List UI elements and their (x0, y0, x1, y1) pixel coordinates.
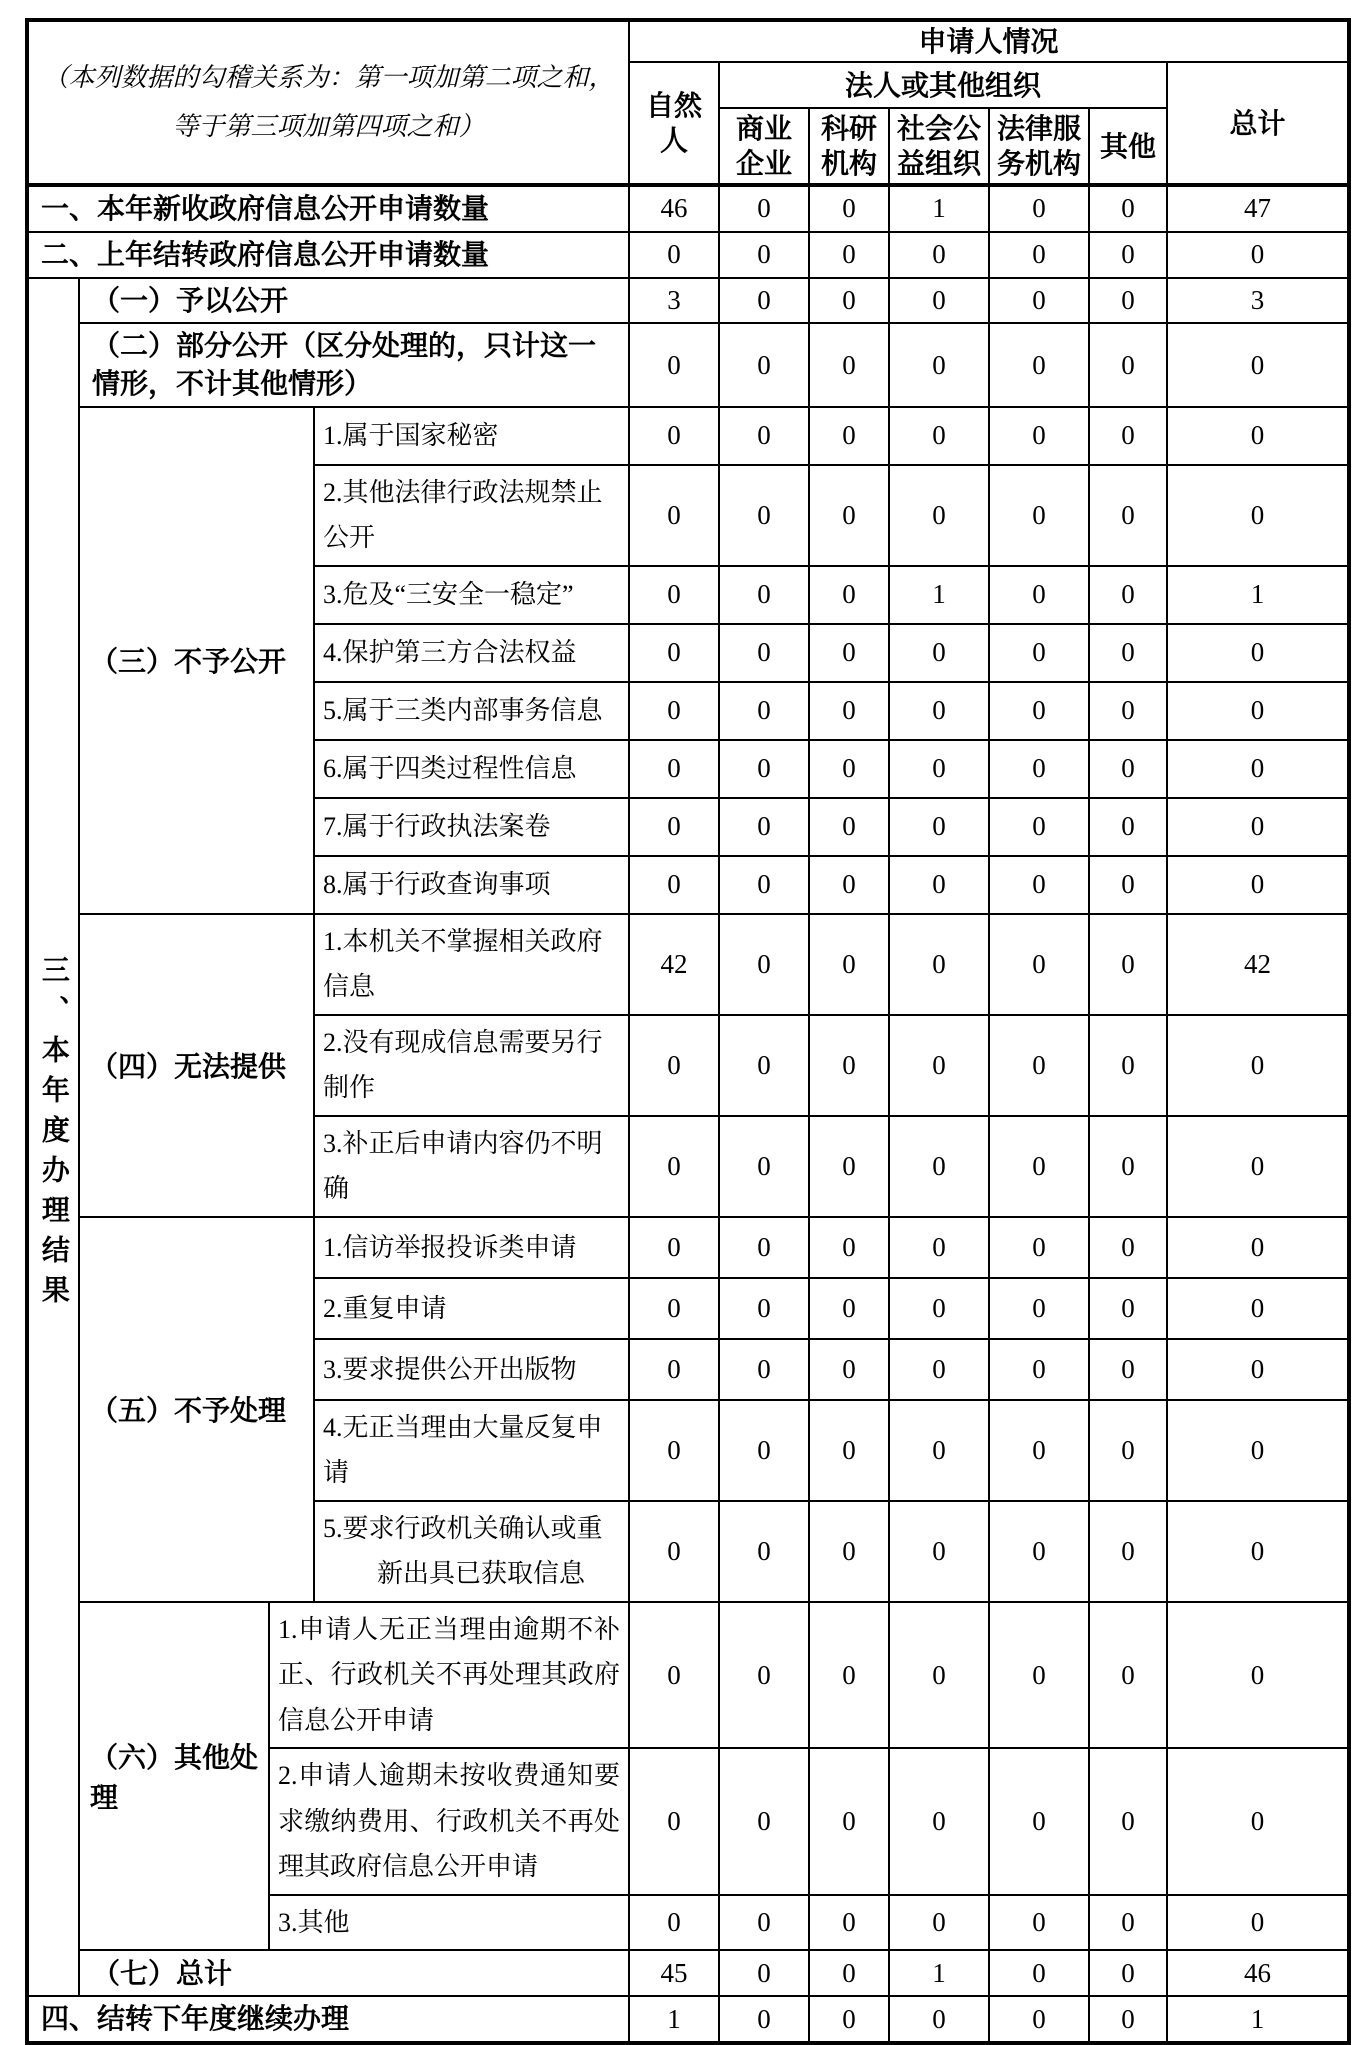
data-cell: 0 (719, 566, 809, 624)
item-label: 2.其他法律行政法规禁止公开 (314, 465, 629, 566)
data-cell: 0 (1089, 856, 1167, 914)
row-label-new-received: 一、本年新收政府信息公开申请数量 (27, 185, 629, 232)
data-cell: 0 (889, 407, 989, 465)
data-cell: 0 (809, 1116, 889, 1217)
data-cell: 0 (989, 1895, 1089, 1951)
data-cell: 0 (1089, 465, 1167, 566)
item-label: 3.危及“三安全一稳定” (314, 566, 629, 624)
row-label-carried-over: 二、上年结转政府信息公开申请数量 (27, 232, 629, 278)
item-label: 2.申请人逾期未按收费通知要求缴纳费用、行政机关不再处理其政府信息公开申请 (269, 1748, 629, 1895)
data-cell: 0 (1167, 232, 1349, 278)
data-cell: 0 (989, 740, 1089, 798)
data-cell: 0 (989, 185, 1089, 232)
row-label-next-year: 四、结转下年度继续办理 (27, 1996, 629, 2043)
data-cell: 1 (889, 566, 989, 624)
row-label-partial: （二）部分公开（区分处理的，只计这一情形，不计其他情形） (79, 323, 629, 407)
data-cell: 0 (1089, 1400, 1167, 1501)
data-cell: 0 (1089, 407, 1167, 465)
data-cell: 0 (1167, 798, 1349, 856)
item-label: 3.其他 (269, 1895, 629, 1951)
data-cell: 0 (989, 682, 1089, 740)
data-cell: 0 (719, 914, 809, 1015)
data-cell: 0 (1089, 185, 1167, 232)
table-row (27, 232, 1349, 278)
data-cell: 0 (629, 1278, 719, 1339)
data-cell: 0 (809, 1339, 889, 1400)
data-cell: 0 (1167, 1015, 1349, 1116)
item-label: 1.申请人无正当理由逾期不补正、行政机关不再处理其政府信息公开申请 (269, 1602, 629, 1749)
item-label: 1.属于国家秘密 (314, 407, 629, 465)
data-cell: 0 (889, 1116, 989, 1217)
data-cell: 0 (719, 278, 809, 324)
data-cell: 0 (1167, 465, 1349, 566)
data-cell: 0 (719, 232, 809, 278)
data-cell: 0 (889, 1748, 989, 1895)
data-cell: 0 (989, 1950, 1089, 1996)
data-cell: 0 (629, 407, 719, 465)
data-cell: 0 (719, 185, 809, 232)
data-cell: 0 (989, 407, 1089, 465)
item-label: 5.属于三类内部事务信息 (314, 682, 629, 740)
col-header-legal-service-org: 法律服务机构 (989, 108, 1089, 185)
data-cell: 0 (809, 1950, 889, 1996)
data-cell: 0 (889, 1015, 989, 1116)
data-cell: 0 (889, 1501, 989, 1602)
data-cell: 0 (719, 740, 809, 798)
data-cell: 0 (719, 1602, 809, 1749)
data-cell: 0 (1089, 566, 1167, 624)
data-cell: 0 (1089, 1996, 1167, 2043)
col-header-natural-person: 自然人 (629, 62, 719, 185)
data-cell: 47 (1167, 185, 1349, 232)
data-cell: 0 (1089, 1895, 1167, 1951)
data-cell: 0 (1089, 682, 1167, 740)
data-cell: 0 (629, 1748, 719, 1895)
data-cell: 0 (1167, 1116, 1349, 1217)
data-cell: 45 (629, 1950, 719, 1996)
data-cell: 0 (719, 407, 809, 465)
data-cell: 0 (989, 465, 1089, 566)
data-cell: 0 (1167, 740, 1349, 798)
table-row (27, 1217, 1349, 1278)
item-label: 1.本机关不掌握相关政府信息 (314, 914, 629, 1015)
data-cell: 0 (889, 1602, 989, 1749)
data-cell: 0 (1089, 1116, 1167, 1217)
data-cell: 0 (809, 1015, 889, 1116)
section-label-not-disclosed: （三）不予公开 (79, 407, 314, 914)
row-label-granted: （一）予以公开 (79, 278, 629, 324)
data-cell: 0 (719, 624, 809, 682)
data-cell: 0 (989, 624, 1089, 682)
data-cell: 0 (1167, 1217, 1349, 1278)
data-cell: 0 (1167, 407, 1349, 465)
data-cell: 0 (809, 1996, 889, 2043)
data-cell: 0 (1167, 1748, 1349, 1895)
disclosure-request-table (25, 18, 1351, 2045)
item-label: 7.属于行政执法案卷 (314, 798, 629, 856)
col-header-public-welfare-org: 社会公益组织 (889, 108, 989, 185)
table-row (27, 278, 1349, 324)
data-cell: 0 (809, 914, 889, 1015)
item-label: 4.无正当理由大量反复申请 (314, 1400, 629, 1501)
data-cell: 0 (719, 682, 809, 740)
note-line2: 等于第三项加第四项之和） (172, 111, 485, 141)
data-cell: 0 (719, 1339, 809, 1400)
data-cell: 0 (809, 856, 889, 914)
data-cell: 0 (809, 798, 889, 856)
data-cell: 0 (1089, 278, 1167, 324)
table-row (27, 20, 1349, 62)
data-cell: 0 (629, 323, 719, 407)
data-cell: 0 (889, 232, 989, 278)
data-cell: 0 (889, 465, 989, 566)
item-label: 8.属于行政查询事项 (314, 856, 629, 914)
data-cell: 0 (889, 1996, 989, 2043)
col-header-research-institution: 科研机构 (809, 108, 889, 185)
data-cell: 0 (989, 1339, 1089, 1400)
data-cell: 1 (1167, 566, 1349, 624)
data-cell: 0 (809, 232, 889, 278)
header-applicant-status: 申请人情况 (629, 20, 1349, 62)
data-cell: 0 (889, 624, 989, 682)
table-row (27, 1996, 1349, 2043)
data-cell: 0 (719, 1501, 809, 1602)
item-label: 6.属于四类过程性信息 (314, 740, 629, 798)
data-cell: 0 (889, 682, 989, 740)
data-cell: 0 (989, 856, 1089, 914)
data-cell: 0 (719, 856, 809, 914)
data-cell: 0 (1089, 232, 1167, 278)
data-cell: 0 (629, 682, 719, 740)
data-cell: 0 (629, 1895, 719, 1951)
data-cell: 0 (889, 856, 989, 914)
data-cell: 0 (1089, 1602, 1167, 1749)
data-cell: 0 (889, 1217, 989, 1278)
data-cell: 0 (1089, 624, 1167, 682)
data-cell: 0 (629, 740, 719, 798)
annual-results-vertical-label (27, 278, 79, 1997)
item-label: 3.补正后申请内容仍不明确 (314, 1116, 629, 1217)
data-cell: 46 (629, 185, 719, 232)
data-cell: 0 (629, 1116, 719, 1217)
data-cell: 0 (1167, 323, 1349, 407)
annual-results-vertical-text: 三、本年度办理结果 (38, 954, 70, 1315)
data-cell: 0 (1167, 1895, 1349, 1951)
section-label-not-processed: （五）不予处理 (79, 1217, 314, 1602)
header-legal-or-other-org: 法人或其他组织 (719, 62, 1167, 108)
item-label: 2.没有现成信息需要另行制作 (314, 1015, 629, 1116)
data-cell: 0 (989, 232, 1089, 278)
table-row (27, 1602, 1349, 1749)
data-cell: 0 (629, 1015, 719, 1116)
data-cell: 1 (889, 185, 989, 232)
data-cell: 1 (889, 1950, 989, 1996)
data-cell: 0 (719, 323, 809, 407)
data-cell: 0 (629, 232, 719, 278)
table-row (27, 1950, 1349, 1996)
data-cell: 0 (809, 1400, 889, 1501)
item-label: 3.要求提供公开出版物 (314, 1339, 629, 1400)
data-cell: 0 (1167, 1602, 1349, 1749)
data-cell: 0 (629, 1217, 719, 1278)
data-cell: 0 (989, 798, 1089, 856)
data-cell: 0 (989, 1748, 1089, 1895)
col-header-total: 总计 (1167, 62, 1349, 185)
data-cell: 0 (889, 1400, 989, 1501)
data-cell: 0 (989, 1501, 1089, 1602)
data-cell: 0 (809, 1602, 889, 1749)
data-cell: 0 (719, 1895, 809, 1951)
col-header-other: 其他 (1089, 108, 1167, 185)
data-cell: 0 (629, 856, 719, 914)
data-cell: 0 (629, 1602, 719, 1749)
data-cell: 0 (809, 682, 889, 740)
data-cell: 0 (809, 1895, 889, 1951)
data-cell: 0 (719, 1400, 809, 1501)
data-cell: 0 (629, 566, 719, 624)
item-label: 2.重复申请 (314, 1278, 629, 1339)
section-label-unable-to-provide: （四）无法提供 (79, 914, 314, 1217)
data-cell: 0 (719, 1748, 809, 1895)
item-label: 4.保护第三方合法权益 (314, 624, 629, 682)
data-cell: 0 (989, 566, 1089, 624)
data-cell: 0 (989, 1996, 1089, 2043)
data-cell: 0 (1089, 1278, 1167, 1339)
data-cell: 0 (1167, 1339, 1349, 1400)
data-cell: 0 (719, 798, 809, 856)
table-row (27, 407, 1349, 465)
data-cell: 0 (809, 278, 889, 324)
data-cell: 0 (1089, 323, 1167, 407)
data-cell: 0 (1089, 798, 1167, 856)
data-cell: 0 (719, 1950, 809, 1996)
item-label: 1.信访举报投诉类申请 (314, 1217, 629, 1278)
data-cell: 0 (989, 1116, 1089, 1217)
data-cell: 0 (889, 1339, 989, 1400)
data-cell: 0 (809, 323, 889, 407)
data-cell: 0 (989, 278, 1089, 324)
data-cell: 0 (1167, 624, 1349, 682)
data-cell: 1 (1167, 1996, 1349, 2043)
data-cell: 0 (809, 465, 889, 566)
data-cell: 0 (809, 1501, 889, 1602)
data-cell: 3 (1167, 278, 1349, 324)
data-cell: 0 (989, 914, 1089, 1015)
data-cell: 0 (889, 740, 989, 798)
data-cell: 0 (889, 798, 989, 856)
table-row (27, 185, 1349, 232)
data-cell: 0 (719, 465, 809, 566)
data-cell: 0 (809, 1217, 889, 1278)
col-header-commercial-enterprise: 商业企业 (719, 108, 809, 185)
data-cell: 0 (1089, 1748, 1167, 1895)
data-cell: 0 (989, 323, 1089, 407)
data-cell: 0 (809, 624, 889, 682)
data-cell: 0 (1089, 740, 1167, 798)
row-label-subtotal: （七）总计 (79, 1950, 629, 1996)
data-cell: 0 (629, 465, 719, 566)
table-row (27, 914, 1349, 1015)
data-cell: 0 (719, 1217, 809, 1278)
data-cell: 46 (1167, 1950, 1349, 1996)
data-cell: 0 (889, 1895, 989, 1951)
note-cell (27, 20, 629, 185)
data-cell: 0 (719, 1996, 809, 2043)
data-cell: 1 (629, 1996, 719, 2043)
data-cell: 0 (989, 1015, 1089, 1116)
data-cell: 3 (629, 278, 719, 324)
data-cell: 0 (809, 185, 889, 232)
data-cell: 0 (1167, 856, 1349, 914)
data-cell: 0 (1167, 1400, 1349, 1501)
data-cell: 0 (809, 407, 889, 465)
table-row (27, 323, 1349, 407)
data-cell: 0 (989, 1278, 1089, 1339)
data-cell: 42 (1167, 914, 1349, 1015)
data-cell: 0 (719, 1116, 809, 1217)
note-line1: （本列数据的勾稽关系为：第一项加第二项之和， (42, 63, 615, 93)
data-cell: 0 (1089, 1501, 1167, 1602)
item-label: 5.要求行政机关确认或重新出具已获取信息 (314, 1501, 629, 1602)
data-cell: 0 (719, 1278, 809, 1339)
data-cell: 0 (809, 1278, 889, 1339)
data-cell: 0 (989, 1602, 1089, 1749)
data-cell: 0 (1167, 1501, 1349, 1602)
data-cell: 0 (889, 323, 989, 407)
data-cell: 0 (1167, 682, 1349, 740)
data-cell: 0 (889, 914, 989, 1015)
data-cell: 0 (629, 1339, 719, 1400)
data-cell: 0 (809, 1748, 889, 1895)
data-cell: 0 (629, 624, 719, 682)
data-cell: 0 (1167, 1278, 1349, 1339)
data-cell: 0 (1089, 1015, 1167, 1116)
data-cell: 0 (1089, 1217, 1167, 1278)
data-cell: 0 (629, 798, 719, 856)
data-cell: 0 (719, 1015, 809, 1116)
data-cell: 0 (809, 566, 889, 624)
data-cell: 0 (629, 1501, 719, 1602)
data-cell: 0 (629, 1400, 719, 1501)
data-cell: 0 (889, 278, 989, 324)
data-cell: 0 (889, 1278, 989, 1339)
data-cell: 42 (629, 914, 719, 1015)
data-cell: 0 (989, 1400, 1089, 1501)
data-cell: 0 (1089, 914, 1167, 1015)
data-cell: 0 (809, 740, 889, 798)
section-label-other-processing: （六）其他处理 (79, 1602, 269, 1951)
data-cell: 0 (1089, 1339, 1167, 1400)
data-cell: 0 (989, 1217, 1089, 1278)
data-cell: 0 (1089, 1950, 1167, 1996)
